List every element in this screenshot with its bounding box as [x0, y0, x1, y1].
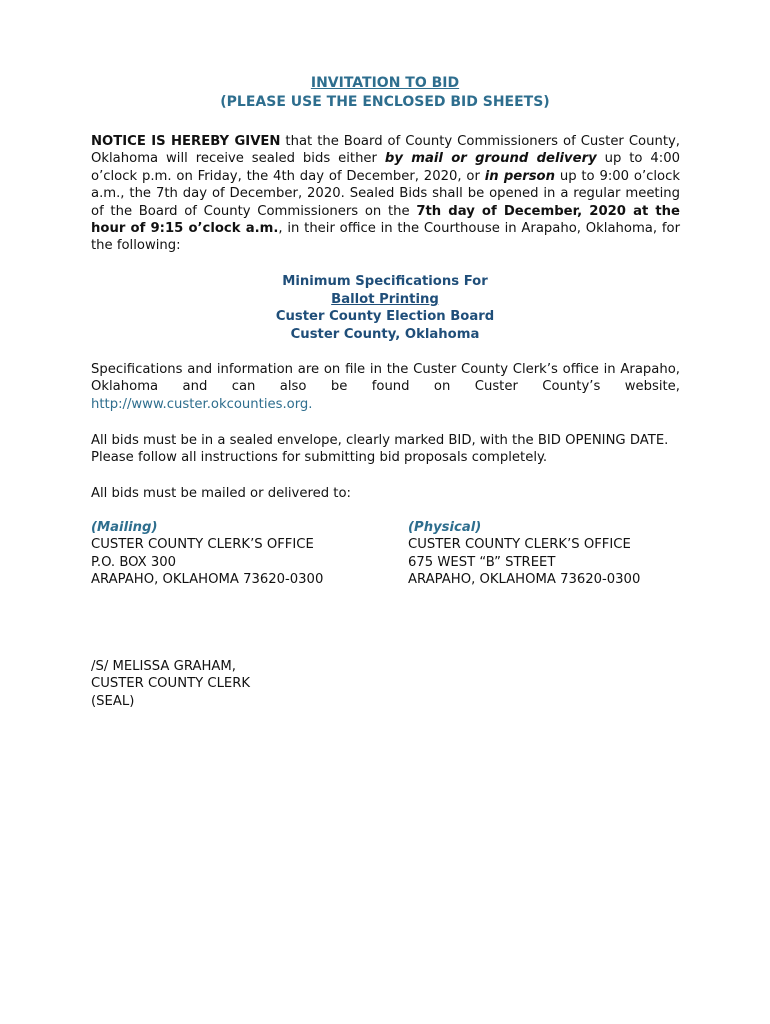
mailing-line-3: ARAPAHO, OKLAHOMA 73620-0300 [91, 572, 324, 588]
website-link[interactable]: http://www.custer.okcounties.org. [91, 396, 313, 412]
spec-line-1: Minimum Specifications For [282, 274, 488, 289]
notice-opening-date: 7th day of December, 2020 at the hour of 9:15 o’clock a.m. [91, 203, 681, 237]
notice-text-2: up to 4:00 o’clock p.m. on Friday, the 4th day of December, 2020, or [91, 151, 680, 184]
specifications-block [0, 273, 770, 343]
physical-heading: (Physical) [408, 520, 482, 535]
mailing-address [91, 519, 323, 589]
document-title: INVITATION TO BID [310, 75, 460, 91]
notice-lead: NOTICE IS HEREBY GIVEN [91, 134, 281, 149]
physical-address [408, 519, 640, 589]
physical-line-1: CUSTER COUNTY CLERK’S OFFICE [408, 537, 631, 553]
signature-line-2: CUSTER COUNTY CLERK [91, 676, 251, 692]
signature-line-3: (SEAL) [91, 693, 135, 709]
document-subtitle: (PLEASE USE THE ENCLOSED BID SHEETS) [220, 94, 550, 110]
spec-line-2: Ballot Printing [331, 291, 439, 307]
notice-paragraph [91, 133, 680, 255]
notice-in-person: in person [484, 168, 556, 184]
physical-line-3: ARAPAHO, OKLAHOMA 73620-0300 [408, 572, 641, 588]
signature-block [91, 658, 250, 710]
sealed-envelope-paragraph: All bids must be in a sealed envelope, clearly marked BID, with the BID OPENING DATE. Please follow all instructions for submitting bid proposals completely. [91, 433, 669, 466]
physical-line-2: 675 WEST “B” STREET [408, 554, 556, 570]
info-text: Specifications and information are on file in the Custer County Clerk’s office in Arapaho, Oklahoma and can also be found on Custer County’s website, [91, 362, 680, 395]
spec-line-4: Custer County, Oklahoma [290, 326, 480, 342]
title-block [0, 74, 770, 112]
notice-mail-delivery: by mail or ground delivery [384, 151, 597, 167]
mail-delivery-paragraph: All bids must be mailed or delivered to: [91, 486, 351, 501]
spec-line-3: Custer County Election Board [275, 309, 495, 325]
mailing-heading: (Mailing) [91, 520, 158, 535]
notice-text-1: that the Board of County Commissioners of Custer County, Oklahoma will receive sealed bids either [91, 134, 680, 167]
signature-line-1: /S/ MELISSA GRAHAM, [91, 659, 236, 674]
mailing-line-1: CUSTER COUNTY CLERK’S OFFICE [91, 537, 314, 553]
notice-text-4: , in their office in the Courthouse in Arapaho, Oklahoma, for the following: [91, 221, 680, 254]
info-paragraph [91, 361, 680, 413]
mailing-line-2: P.O. BOX 300 [91, 554, 177, 570]
notice-text-3: up to 9:00 o’clock a.m., the 7th day of December, 2020. Sealed Bids shall be opened in a regular meeting of the Board of County Commissioners on the [91, 168, 681, 219]
